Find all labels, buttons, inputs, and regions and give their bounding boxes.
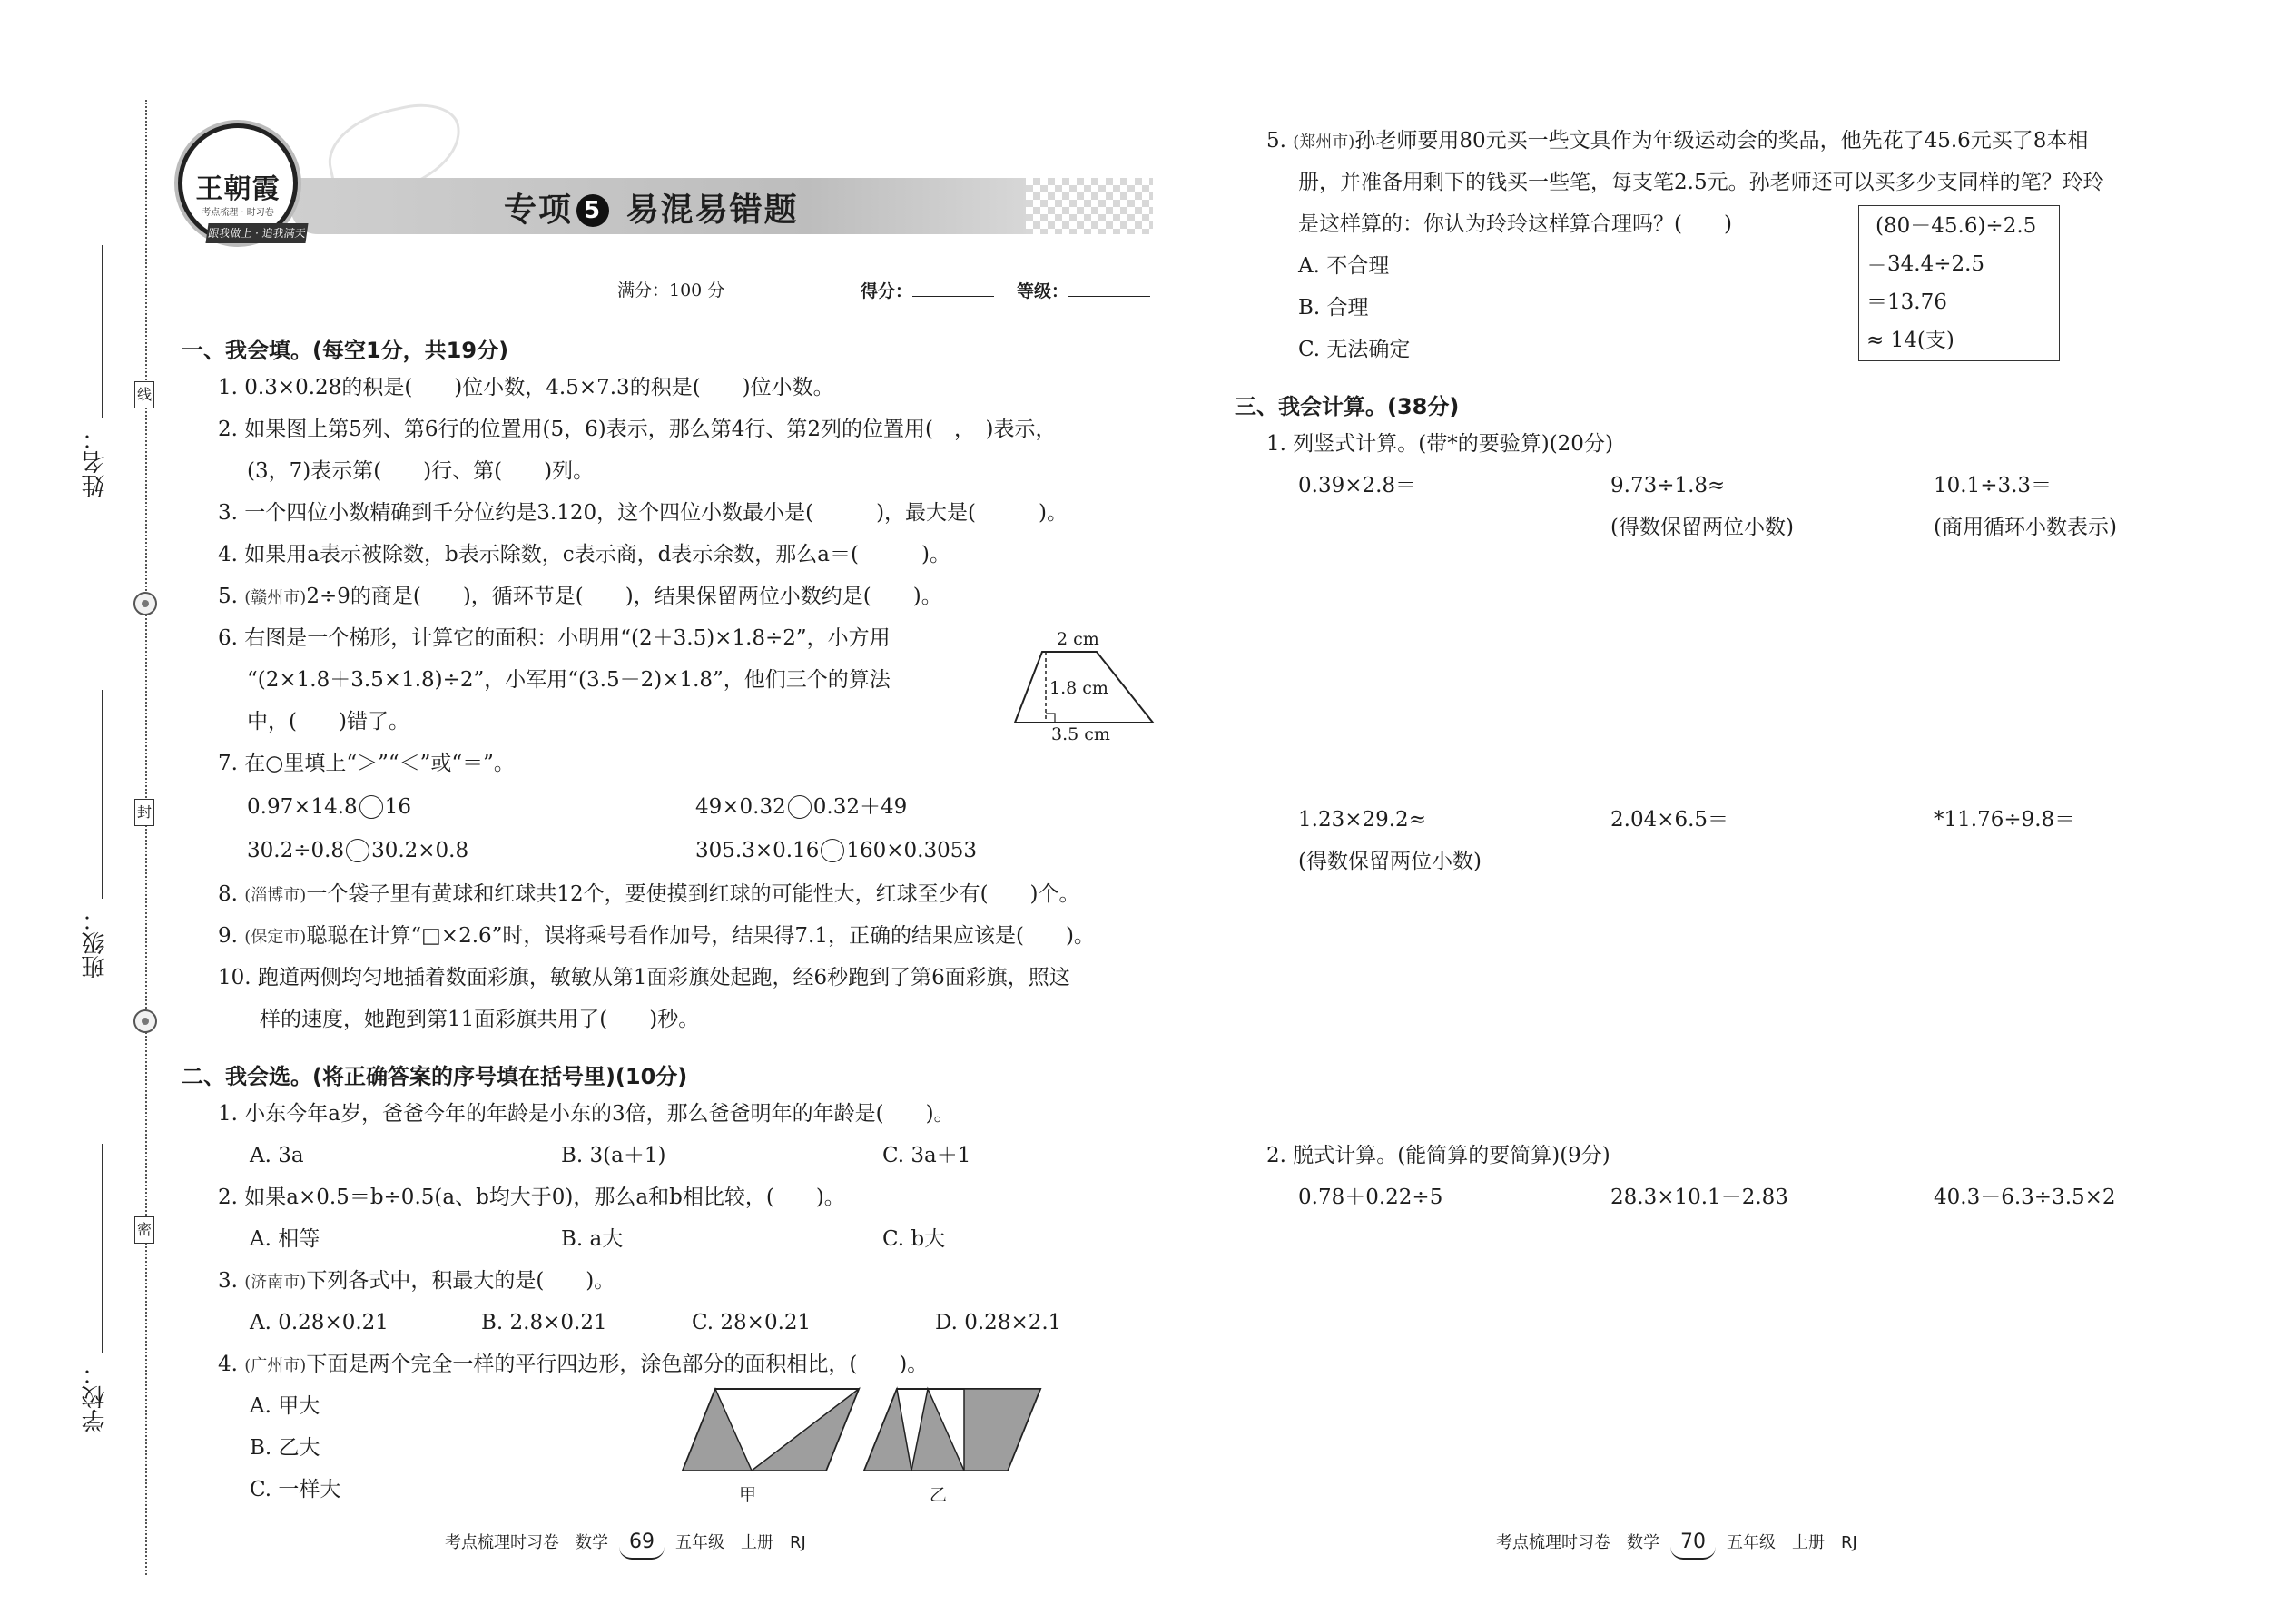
s2-q3: 3. (济南市)下列各式中，积最大的是( )。 — [218, 1269, 615, 1293]
school-blank — [102, 1144, 103, 1353]
figure-label-yi: 乙 — [930, 1485, 948, 1505]
c1-title: 1. 列竖式计算。(带*的要验算)(20分) — [1266, 432, 1613, 456]
calc-line-4: ≈ 14(支) — [1866, 329, 1954, 352]
seal-char-feng: 封 — [134, 799, 154, 826]
s1-q4: 4. 如果用a表示被除数，b表示除数，c表示商，d表示余数，那么a＝( )。 — [218, 543, 950, 566]
q7-compare-1: 0.97×14.8 16 — [247, 795, 411, 819]
right-angle-mark — [1046, 714, 1055, 723]
binding-ring-icon — [133, 1009, 157, 1033]
s1-q10b: 样的速度，她跑到第11面彩旗共用了( )秒。 — [260, 1008, 700, 1031]
trap-height-label: 1.8 cm — [1049, 678, 1108, 698]
binding-ring-icon — [133, 592, 157, 615]
c1-item-4: 1.23×29.2≈ — [1298, 808, 1426, 832]
s1-q2b: (3，7)表示第( )行、第( )列。 — [247, 459, 595, 483]
calc-line-3: ＝13.76 — [1866, 290, 1947, 314]
c1-note-2: (商用循环小数表示) — [1934, 516, 2117, 539]
q7-compare-4: 305.3×0.16 160×0.3053 — [695, 839, 977, 862]
section3-heading: 三、我会计算。(38分) — [1235, 394, 1460, 419]
s2-q3-opt-c: C. 28×0.21 — [692, 1311, 812, 1334]
full-score: 满分：100 分 — [617, 281, 725, 300]
s2-q3-opt-d: D. 0.28×2.1 — [935, 1311, 1062, 1334]
s2-q1-opt-a: A. 3a — [250, 1144, 304, 1167]
r-q5-opt-b: B. 合理 — [1298, 296, 1369, 320]
q7-compare-2: 49×0.32 0.32＋49 — [695, 795, 908, 819]
s1-q5: 5. (赣州市)2÷9的商是( )，循环节是( )，结果保留两位小数约是( )。 — [218, 585, 942, 608]
q7-compare-3: 30.2÷0.8 30.2×0.8 — [247, 839, 469, 862]
c2-title: 2. 脱式计算。(能简算的要简算)(9分) — [1266, 1144, 1610, 1167]
name-label: 姓名： — [82, 427, 109, 497]
c1-note-1: (得数保留两位小数) — [1610, 516, 1794, 539]
section2-heading: 二、我会选。(将正确答案的序号填在括号里)(10分) — [182, 1064, 688, 1089]
compare-circle-icon — [346, 839, 369, 862]
footer-left: 考点梳理时习卷 数学 69 五年级 上册 RJ — [445, 1529, 806, 1560]
parallelogram-figures — [683, 1385, 1055, 1476]
s2-q2-opt-a: A. 相等 — [250, 1227, 320, 1251]
grade-field: 等级： — [1017, 277, 1150, 302]
s1-q9: 9. (保定市)聪聪在计算“□×2.6”时，误将乘号看作加号，结果得7.1，正确的结果应该是( )。 — [218, 924, 1095, 948]
s2-q3-opt-b: B. 2.8×0.21 — [481, 1311, 607, 1334]
logo-banner: 跟我做上 · 追我满天 — [205, 223, 308, 243]
s2-q4: 4. (广州市)下面是两个完全一样的平行四边形，涂色部分的面积相比，( )。 — [218, 1353, 929, 1376]
s2-q4-opt-c: C. 一样大 — [250, 1478, 341, 1501]
s2-q1-opt-c: C. 3a＋1 — [882, 1144, 971, 1167]
title-number-badge: 5 — [576, 194, 609, 227]
s2-q2-opt-c: C. b大 — [882, 1227, 946, 1251]
section1-heading: 一、我会填。(每空1分，共19分) — [182, 338, 509, 363]
parallelogram-yi — [864, 1389, 1040, 1471]
trap-top-label: 2 cm — [1057, 629, 1099, 649]
binding-dotted-line — [145, 100, 147, 1575]
r-q5-opt-a: A. 不合理 — [1298, 254, 1390, 278]
page-number-right: 70 — [1670, 1529, 1716, 1560]
s2-q4-opt-b: B. 乙大 — [250, 1436, 320, 1460]
calc-line-1: (80－45.6)÷2.5 — [1876, 214, 2037, 238]
class-blank — [102, 690, 103, 899]
s2-q2-opt-b: B. a大 — [561, 1227, 624, 1251]
c2-item-2: 28.3×10.1－2.83 — [1610, 1186, 1788, 1209]
s2-q2: 2. 如果a×0.5＝b÷0.5(a、b均大于0)，那么a和b相比较，( )。 — [218, 1186, 845, 1209]
s1-q10a: 10. 跑道两侧均匀地插着数面彩旗，敏敏从第1面彩旗处起跑，经6秒跑到了第6面彩旗，照这 — [218, 966, 1070, 989]
r-q5b: 册，并准备用剩下的钱买一些笔，每支笔2.5元。孙老师还可以买多少支同样的笔？玲玲 — [1298, 171, 2104, 194]
s1-q6a: 6. 右图是一个梯形，计算它的面积：小明用“(2＋3.5)×1.8÷2”，小方用 — [218, 626, 891, 650]
r-q5c: 是这样算的：你认为玲玲这样算合理吗？( ) — [1298, 212, 1732, 236]
c2-item-1: 0.78＋0.22÷5 — [1298, 1186, 1443, 1209]
s2-q4-opt-a: A. 甲大 — [250, 1394, 320, 1418]
calc-line-2: ＝34.4÷2.5 — [1866, 252, 1985, 276]
c1-item-6: *11.76÷9.8＝ — [1934, 808, 2076, 832]
c1-note-3: (得数保留两位小数) — [1298, 850, 1482, 873]
s2-q3-opt-a: A. 0.28×0.21 — [250, 1311, 389, 1334]
s1-q7: 7. 在○里填上“＞”“＜”或“＝”。 — [218, 752, 515, 775]
school-label: 学校： — [82, 1362, 109, 1432]
s1-q1: 1. 0.3×0.28的积是( )位小数，4.5×7.3的积是( )位小数。 — [218, 376, 834, 399]
title-checker-pattern — [1026, 178, 1153, 234]
score-field: 得分： — [861, 277, 994, 302]
s1-q2a: 2. 如果图上第5列、第6行的位置用(5，6)表示，那么第4行、第2列的位置用( ， )表示， — [218, 418, 1057, 441]
seal-char-mi: 密 — [134, 1216, 154, 1244]
s1-q6b: “(2×1.8＋3.5×1.8)÷2”，小军用“(3.5－2)×1.8”，他们三个的算法 — [247, 668, 891, 692]
logo-text: 王朝霞 — [195, 173, 281, 205]
page-number-left: 69 — [619, 1529, 665, 1560]
r-q5-opt-c: C. 无法确定 — [1298, 338, 1411, 361]
c1-item-2: 9.73÷1.8≈ — [1610, 474, 1726, 497]
footer-right: 考点梳理时习卷 数学 70 五年级 上册 RJ — [1496, 1529, 1857, 1560]
s1-q8: 8. (淄博市)一个袋子里有黄球和红球共12个，要使摸到红球的可能性大，红球至少有( )个。 — [218, 882, 1080, 906]
s1-q6c: 中，( )错了。 — [247, 710, 409, 733]
seal-char-xian: 线 — [134, 381, 154, 408]
s1-q3: 3. 一个四位小数精确到千分位约是3.120，这个四位小数最小是( )，最大是( )。 — [218, 501, 1068, 525]
figure-label-jia: 甲 — [739, 1485, 757, 1505]
trap-bottom-label: 3.5 cm — [1051, 724, 1110, 744]
r-q5a: 5. (郑州市)孙老师要用80元买一些文具作为年级运动会的奖品，他先花了45.6元买了8本相 — [1266, 129, 2089, 153]
class-label: 班级： — [82, 908, 109, 979]
c1-item-3: 10.1÷3.3＝ — [1934, 474, 2053, 497]
c1-item-1: 0.39×2.8＝ — [1298, 474, 1417, 497]
name-blank — [102, 245, 103, 418]
compare-circle-icon — [821, 839, 844, 862]
logo-subtext: 考点梳理 · 时习卷 — [202, 208, 274, 218]
compare-circle-icon — [788, 795, 812, 819]
page-title: 专项 5 易混易错题 — [504, 192, 799, 229]
parallelogram-jia — [683, 1389, 859, 1471]
c2-item-3: 40.3－6.3÷3.5×2 — [1934, 1186, 2116, 1209]
compare-circle-icon — [359, 795, 383, 819]
s2-q1: 1. 小东今年a岁，爸爸今年的年龄是小东的3倍，那么爸爸明年的年龄是( )。 — [218, 1102, 955, 1126]
s2-q1-opt-b: B. 3(a＋1) — [561, 1144, 666, 1167]
c1-item-5: 2.04×6.5＝ — [1610, 808, 1729, 832]
